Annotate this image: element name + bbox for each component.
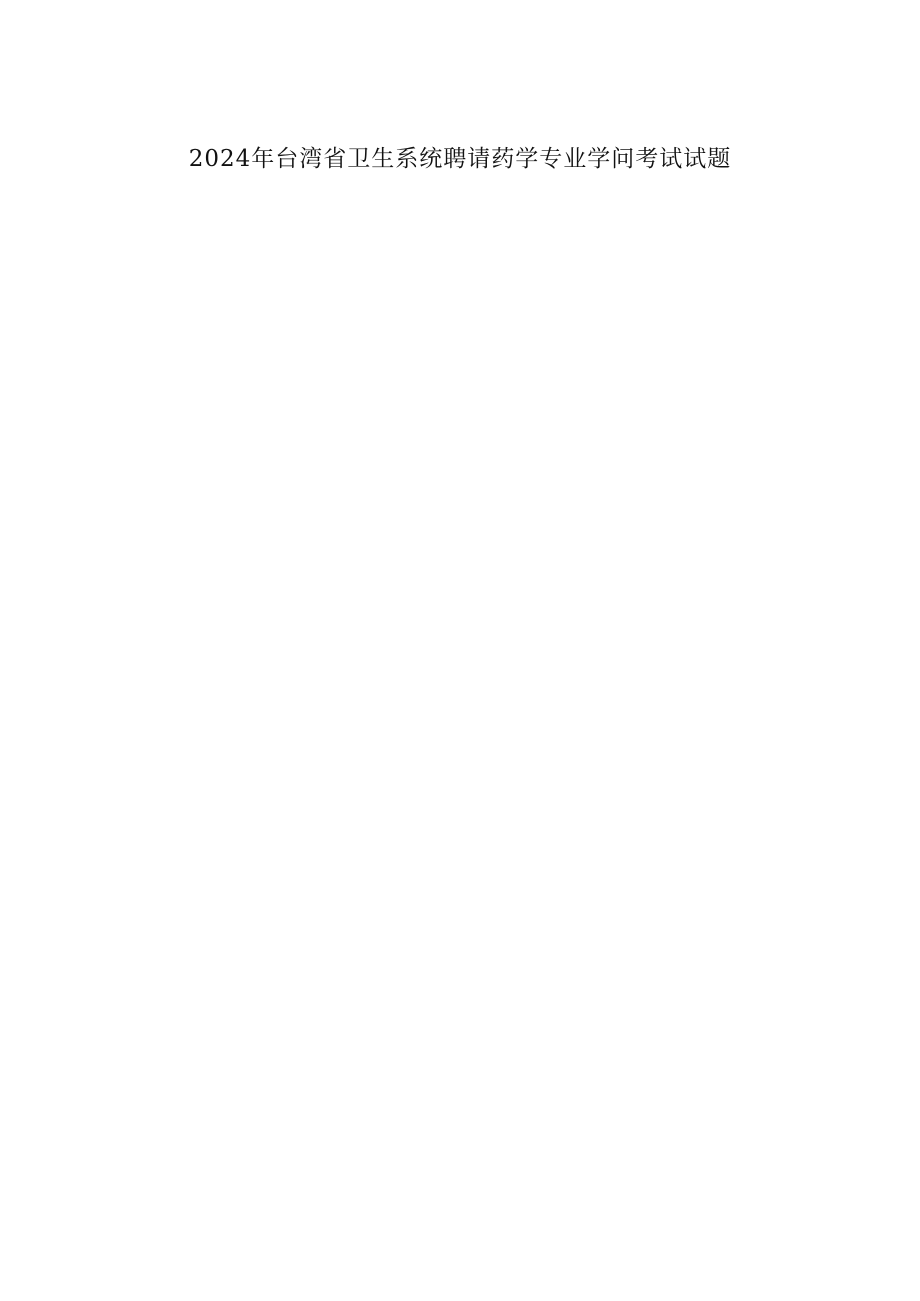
- document-title: 2024年台湾省卫生系统聘请药学专业学问考试试题: [188, 146, 732, 172]
